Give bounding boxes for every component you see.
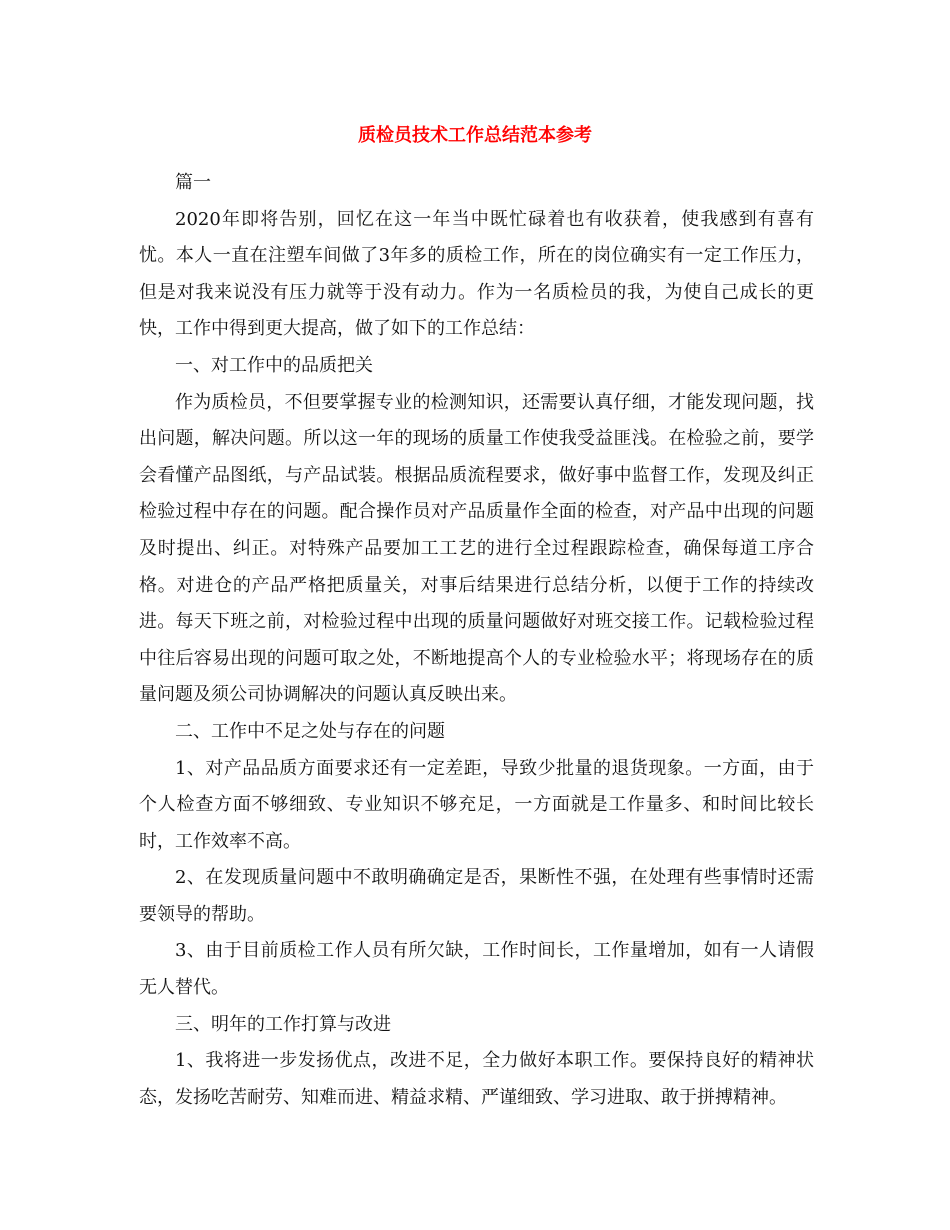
heading-quality-control: 一、对工作中的品质把关	[175, 354, 373, 376]
paragraph-plan-1: 1、我将进一步发扬优点，改进不足，全力做好本职工作。要保持良好的精神状态，发扬吃苦耐劳、知难而进、精益求精、严谨细致、学习进取、敢于拼搏精神。	[139, 1050, 814, 1108]
paragraph-intro: 2020年即将告别，回忆在这一年当中既忙碌着也有收获着，使我感到有喜有忧。本人一直在注塑车间做了3年多的质检工作，所在的岗位确实有一定工作压力，但是对我来说没有压力就等于没有动力。作为一名质检员的我，为使自己成长的更快，工作中得到更大提高，做了如下的工作总结：	[139, 208, 814, 340]
paragraph-shortcoming-3: 3、由于目前质检工作人员有所欠缺，工作时间长，工作量增加，如有一人请假无人替代。	[139, 940, 814, 999]
document-body	[139, 165, 814, 1116]
heading-shortcomings: 二、工作中不足之处与存在的问题	[175, 720, 445, 742]
heading-next-year-plan: 三、明年的工作打算与改进	[175, 1013, 391, 1035]
paragraph-quality-control: 作为质检员，不但要掌握专业的检测知识，还需要认真仔细，才能发现问题，找出问题，解决问题。所以这一年的现场的质量工作使我受益匪浅。在检验之前，要学会看懂产品图纸，与产品试装。根据品质流程要求，做好事中监督工作，发现及纠正检验过程中存在的问题。配合操作员对产品质量作全面的检查，对产品中出现的问题及时提出、纠正。对特殊产品要加工工艺的进行全过程跟踪检查，确保每道工序合格。对进仓的产品严格把质量关，对事后结果进行总结分析，以便于工作的持续改进。每天下班之前，对检验过程中出现的质量问题做好对班交接工作。记载检验过程中往后容易出现的问题可取之处，不断地提高个人的专业检验水平；将现场存在的质量问题及须公司协调解决的问题认真反映出来。	[139, 391, 814, 706]
section-label: 篇一	[175, 172, 211, 193]
paragraph-shortcoming-1: 1、对产品品质方面要求还有一定差距，导致少批量的退货现象。一方面，由于个人检查方面不够细致、专业知识不够充足，一方面就是工作量多、和时间比较长时，工作效率不高。	[139, 757, 814, 852]
paragraph-shortcoming-2: 2、在发现质量问题中不敢明确确定是否，果断性不强，在处理有些事情时还需要领导的帮助。	[139, 867, 814, 925]
document-title: 质检员技术工作总结范本参考	[358, 125, 592, 146]
